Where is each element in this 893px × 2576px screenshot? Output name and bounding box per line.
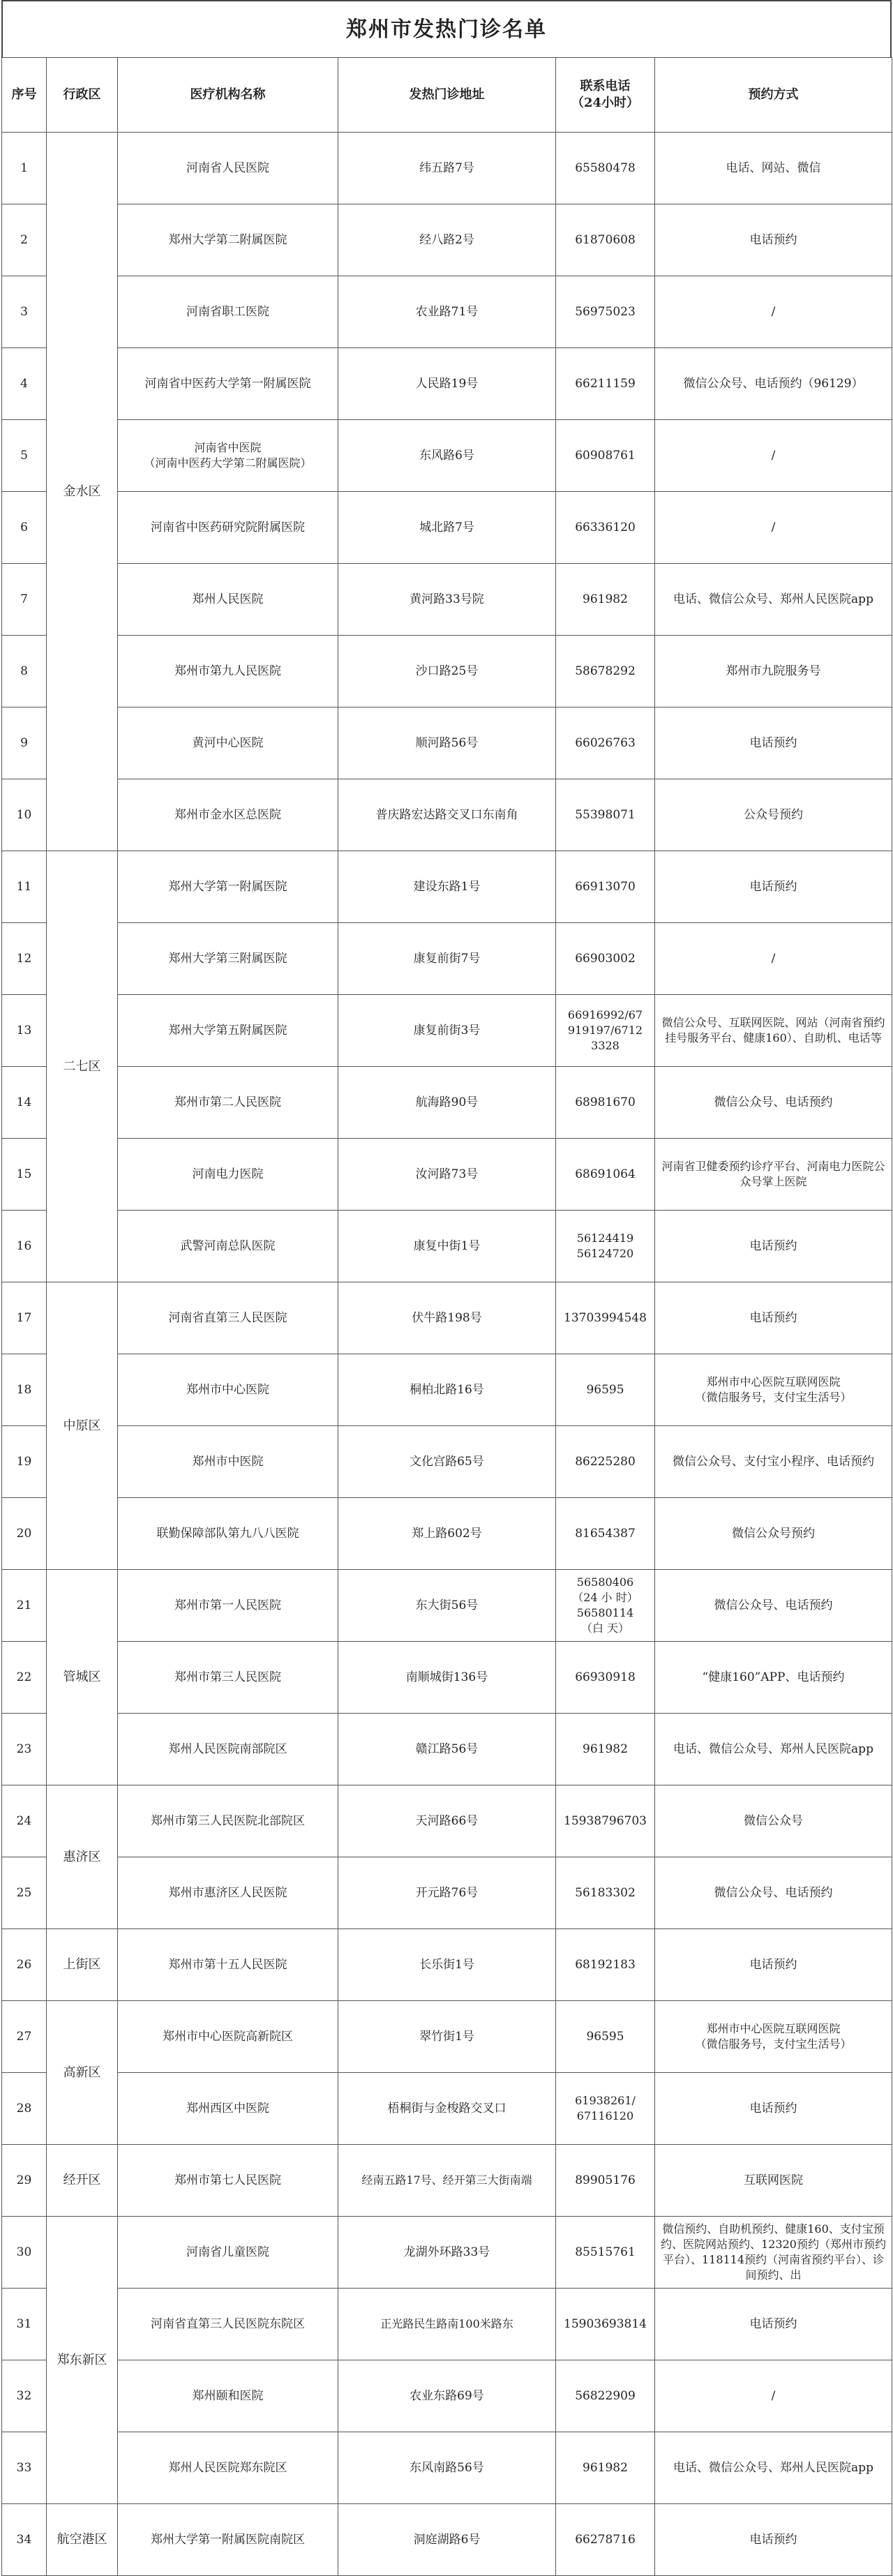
clinic-address: 人民路19号 <box>338 348 556 420</box>
clinic-address: 洞庭湖路6号 <box>338 2504 556 2576</box>
clinic-address: 南顺城街136号 <box>338 1642 556 1714</box>
row-number: 8 <box>2 636 47 707</box>
row-number: 4 <box>2 348 47 420</box>
clinic-address: 普庆路宏达路交叉口东南角 <box>338 779 556 851</box>
booking-method: 电话预约 <box>655 2073 892 2145</box>
phone-number: 66211159 <box>556 348 655 420</box>
phone-number: 65580478 <box>556 133 655 204</box>
row-number: 31 <box>2 2289 47 2360</box>
phone-number: 68192183 <box>556 1929 655 2001</box>
row-number: 30 <box>2 2217 47 2289</box>
table-row <box>2 1211 892 1282</box>
booking-method: 互联网医院 <box>655 2145 892 2217</box>
phone-number: 56124419 56124720 <box>556 1211 655 1282</box>
booking-method: / <box>655 420 892 492</box>
table-row <box>2 2001 892 2073</box>
booking-method: 郑州市中心医院互联网医院 （微信服务号，支付宝生活号） <box>655 2001 892 2073</box>
table-row <box>2 2145 892 2217</box>
table-row <box>2 1857 892 1929</box>
phone-number: 96595 <box>556 1354 655 1426</box>
booking-method: 电话、网站、微信 <box>655 133 892 204</box>
row-number: 27 <box>2 2001 47 2073</box>
clinic-address: 农业路71号 <box>338 276 556 348</box>
row-number: 19 <box>2 1426 47 1498</box>
clinic-address: 长乐街1号 <box>338 1929 556 2001</box>
row-number: 12 <box>2 923 47 995</box>
hospital-name: 郑州市金水区总医院 <box>118 779 338 851</box>
phone-number: 66930918 <box>556 1642 655 1714</box>
phone-number: 68691064 <box>556 1139 655 1211</box>
phone-number: 56822909 <box>556 2360 655 2432</box>
hospital-name: 河南省直第三人民医院东院区 <box>118 2289 338 2360</box>
booking-method: “健康160”APP、电话预约 <box>655 1642 892 1714</box>
table-row <box>2 276 892 348</box>
phone-number: 961982 <box>556 564 655 636</box>
row-number: 29 <box>2 2145 47 2217</box>
phone-number: 61870608 <box>556 204 655 276</box>
booking-method: 郑州市中心医院互联网医院 （微信服务号，支付宝生活号） <box>655 1354 892 1426</box>
clinic-address: 郑上路602号 <box>338 1498 556 1570</box>
hospital-name: 郑州大学第一附属医院南院区 <box>118 2504 338 2576</box>
table-row <box>2 636 892 707</box>
phone-number: 58678292 <box>556 636 655 707</box>
hospital-name: 郑州大学第五附属医院 <box>118 995 338 1067</box>
booking-method: 郑州市九院服务号 <box>655 636 892 707</box>
booking-method: 河南省卫健委预约诊疗平台、河南电力医院公众号掌上医院 <box>655 1139 892 1211</box>
table-row <box>2 492 892 564</box>
hospital-name: 河南省中医院 （河南中医药大学第二附属医院） <box>118 420 338 492</box>
hospital-name: 河南省儿童医院 <box>118 2217 338 2289</box>
booking-method: 电话预约 <box>655 1929 892 2001</box>
booking-method: 微信公众号 <box>655 1785 892 1857</box>
table-row <box>2 2289 892 2360</box>
phone-number: 61938261/ 67116120 <box>556 2073 655 2145</box>
clinic-address: 翠竹街1号 <box>338 2001 556 2073</box>
booking-method: 电话预约 <box>655 851 892 923</box>
clinic-address: 康复前街3号 <box>338 995 556 1067</box>
booking-method: / <box>655 923 892 995</box>
clinic-address: 经南五路17号、经开第三大街南端 <box>338 2145 556 2217</box>
clinic-address: 龙湖外环路33号 <box>338 2217 556 2289</box>
hospital-name: 郑州大学第三附属医院 <box>118 923 338 995</box>
booking-method: 电话、微信公众号、郑州人民医院app <box>655 2432 892 2504</box>
clinic-address: 顺河路56号 <box>338 707 556 779</box>
district-name: 管城区 <box>47 1570 118 1785</box>
booking-method: 微信公众号、电话预约 <box>655 1067 892 1139</box>
booking-method: 电话预约 <box>655 707 892 779</box>
district-name: 二七区 <box>47 851 118 1282</box>
clinic-address: 东风南路56号 <box>338 2432 556 2504</box>
clinic-address: 桐柏北路16号 <box>338 1354 556 1426</box>
row-number: 32 <box>2 2360 47 2432</box>
row-number: 26 <box>2 1929 47 2001</box>
booking-method: / <box>655 492 892 564</box>
hospital-name: 郑州大学第一附属医院 <box>118 851 338 923</box>
row-number: 2 <box>2 204 47 276</box>
row-number: 6 <box>2 492 47 564</box>
clinic-address: 伏牛路198号 <box>338 1282 556 1354</box>
clinic-address: 沙口路25号 <box>338 636 556 707</box>
row-number: 14 <box>2 1067 47 1139</box>
phone-number: 56183302 <box>556 1857 655 1929</box>
phone-number: 96595 <box>556 2001 655 2073</box>
district-name: 郑东新区 <box>47 2217 118 2504</box>
hospital-name: 河南省职工医院 <box>118 276 338 348</box>
booking-method: 微信公众号、电话预约 <box>655 1857 892 1929</box>
clinic-address: 黄河路33号院 <box>338 564 556 636</box>
booking-method: 微信公众号、电话预约 <box>655 1570 892 1642</box>
table-row <box>2 204 892 276</box>
district-name: 高新区 <box>47 2001 118 2145</box>
phone-number: 89905176 <box>556 2145 655 2217</box>
hospital-name: 河南省中医药研究院附属医院 <box>118 492 338 564</box>
phone-number: 66336120 <box>556 492 655 564</box>
booking-method: 电话、微信公众号、郑州人民医院app <box>655 564 892 636</box>
clinic-address: 城北路7号 <box>338 492 556 564</box>
table-row <box>2 1642 892 1714</box>
booking-method: 电话预约 <box>655 204 892 276</box>
phone-number: 66916992/67 919197/6712 3328 <box>556 995 655 1067</box>
clinic-address: 文化宫路65号 <box>338 1426 556 1498</box>
phone-number: 15938796703 <box>556 1785 655 1857</box>
phone-number: 13703994548 <box>556 1282 655 1354</box>
booking-method: 公众号预约 <box>655 779 892 851</box>
table-row <box>2 1426 892 1498</box>
hospital-name: 郑州西区中医院 <box>118 2073 338 2145</box>
booking-method: 微信公众号、互联网医院、网站（河南省預约挂号服务平台、健康160）、自助机、电话等 <box>655 995 892 1067</box>
hospital-name: 郑州市第十五人民医院 <box>118 1929 338 2001</box>
row-number: 20 <box>2 1498 47 1570</box>
booking-method: 微信公众号、支付宝小程序、电话预约 <box>655 1426 892 1498</box>
phone-number: 86225280 <box>556 1426 655 1498</box>
header-org: 医疗机构名称 <box>118 58 338 133</box>
row-number: 5 <box>2 420 47 492</box>
clinic-address: 天河路66号 <box>338 1785 556 1857</box>
phone-number: 56975023 <box>556 276 655 348</box>
table-row <box>2 2073 892 2145</box>
phone-number: 85515761 <box>556 2217 655 2289</box>
row-number: 9 <box>2 707 47 779</box>
hospital-name: 武警河南总队医院 <box>118 1211 338 1282</box>
table-row <box>2 1785 892 1857</box>
table-row <box>2 2504 892 2576</box>
row-number: 10 <box>2 779 47 851</box>
table-row <box>2 923 892 995</box>
row-number: 22 <box>2 1642 47 1714</box>
header-phone: 联系电话 （24小时） <box>556 58 655 133</box>
clinic-address: 正光路民生路南100米路东 <box>338 2289 556 2360</box>
hospital-name: 郑州颐和医院 <box>118 2360 338 2432</box>
phone-number: 81654387 <box>556 1498 655 1570</box>
hospital-name: 河南电力医院 <box>118 1139 338 1211</box>
table-row <box>2 851 892 923</box>
hospital-name: 河南省直第三人民医院 <box>118 1282 338 1354</box>
row-number: 13 <box>2 995 47 1067</box>
table-row <box>2 1354 892 1426</box>
booking-method: / <box>655 276 892 348</box>
booking-method: 电话、微信公众号、郑州人民医院app <box>655 1714 892 1785</box>
hospital-name: 郑州人民医院郑东院区 <box>118 2432 338 2504</box>
district-name: 惠济区 <box>47 1785 118 1929</box>
phone-number: 961982 <box>556 2432 655 2504</box>
row-number: 15 <box>2 1139 47 1211</box>
table-body <box>2 133 892 2576</box>
phone-number: 961982 <box>556 1714 655 1785</box>
row-number: 33 <box>2 2432 47 2504</box>
clinic-address: 开元路76号 <box>338 1857 556 1929</box>
table-row <box>2 2432 892 2504</box>
page-title: 郑州市发热门诊名单 <box>1 0 892 57</box>
district-name: 金水区 <box>47 133 118 851</box>
phone-number: 15903693814 <box>556 2289 655 2360</box>
hospital-name: 郑州市中医院 <box>118 1426 338 1498</box>
hospital-name: 黄河中心医院 <box>118 707 338 779</box>
hospital-name: 郑州市第一人民医院 <box>118 1570 338 1642</box>
hospital-name: 郑州市第七人民医院 <box>118 2145 338 2217</box>
table-row <box>2 707 892 779</box>
row-number: 34 <box>2 2504 47 2576</box>
clinic-address: 航海路90号 <box>338 1067 556 1139</box>
table-row <box>2 779 892 851</box>
table-row <box>2 995 892 1067</box>
clinic-address: 汝河路73号 <box>338 1139 556 1211</box>
clinic-address: 经八路2号 <box>338 204 556 276</box>
table-row <box>2 420 892 492</box>
hospital-name: 联勤保障部队第九八八医院 <box>118 1498 338 1570</box>
booking-method: 电话预约 <box>655 1282 892 1354</box>
district-name: 中原区 <box>47 1282 118 1570</box>
clinic-address: 纬五路7号 <box>338 133 556 204</box>
row-number: 16 <box>2 1211 47 1282</box>
row-number: 11 <box>2 851 47 923</box>
hospital-name: 郑州市第九人民医院 <box>118 636 338 707</box>
header-booking: 预约方式 <box>655 58 892 133</box>
phone-number: 66903002 <box>556 923 655 995</box>
hospital-name: 郑州市第二人民医院 <box>118 1067 338 1139</box>
booking-method: 电话预约 <box>655 2504 892 2576</box>
hospital-name: 郑州市中心医院高新院区 <box>118 2001 338 2073</box>
row-number: 3 <box>2 276 47 348</box>
booking-method: 微信公众号预约 <box>655 1498 892 1570</box>
row-number: 17 <box>2 1282 47 1354</box>
clinic-address: 康复中街1号 <box>338 1211 556 1282</box>
table-row <box>2 2360 892 2432</box>
header-district: 行政区 <box>47 58 118 133</box>
row-number: 23 <box>2 1714 47 1785</box>
table-row <box>2 348 892 420</box>
clinic-address: 建设东路1号 <box>338 851 556 923</box>
booking-method: 微信公众号、电话预约（96129） <box>655 348 892 420</box>
table-row <box>2 2217 892 2289</box>
hospital-name: 河南省人民医院 <box>118 133 338 204</box>
phone-number: 66278716 <box>556 2504 655 2576</box>
clinic-address: 东风路6号 <box>338 420 556 492</box>
header-no: 序号 <box>2 58 47 133</box>
hospital-name: 郑州市惠济区人民医院 <box>118 1857 338 1929</box>
phone-number: 55398071 <box>556 779 655 851</box>
table-row <box>2 1067 892 1139</box>
hospital-name: 郑州人民医院南部院区 <box>118 1714 338 1785</box>
hospital-name: 郑州人民医院 <box>118 564 338 636</box>
phone-number: 56580406 （24 小 时） 56580114 （白 天） <box>556 1570 655 1642</box>
phone-number: 66026763 <box>556 707 655 779</box>
clinic-table <box>1 57 892 2576</box>
booking-method: 微信预约、自助机预约、健康160、支付宝预约、医院网站预约、12320预约（郑州市预约平台）、118114预约（河南省预约平台）、诊间预约、出 <box>655 2217 892 2289</box>
table-row <box>2 1139 892 1211</box>
table-row <box>2 1714 892 1785</box>
hospital-name: 河南省中医药大学第一附属医院 <box>118 348 338 420</box>
district-name: 上街区 <box>47 1929 118 2001</box>
hospital-name: 郑州大学第二附属医院 <box>118 204 338 276</box>
clinic-address: 康复前街7号 <box>338 923 556 995</box>
row-number: 21 <box>2 1570 47 1642</box>
phone-number: 68981670 <box>556 1067 655 1139</box>
hospital-name: 郑州市第三人民医院北部院区 <box>118 1785 338 1857</box>
row-number: 24 <box>2 1785 47 1857</box>
booking-method: 电话预约 <box>655 2289 892 2360</box>
phone-number: 60908761 <box>556 420 655 492</box>
table-row <box>2 564 892 636</box>
header-address: 发热门诊地址 <box>338 58 556 133</box>
table-row <box>2 1570 892 1642</box>
row-number: 25 <box>2 1857 47 1929</box>
clinic-address: 农业东路69号 <box>338 2360 556 2432</box>
district-name: 经开区 <box>47 2145 118 2217</box>
clinic-address: 东大街56号 <box>338 1570 556 1642</box>
table-row <box>2 1929 892 2001</box>
booking-method: / <box>655 2360 892 2432</box>
row-number: 28 <box>2 2073 47 2145</box>
clinic-address: 赣江路56号 <box>338 1714 556 1785</box>
clinic-address: 梧桐街与金梭路交叉口 <box>338 2073 556 2145</box>
hospital-name: 郑州市中心医院 <box>118 1354 338 1426</box>
booking-method: 电话预约 <box>655 1211 892 1282</box>
row-number: 1 <box>2 133 47 204</box>
table-row <box>2 1498 892 1570</box>
table-row <box>2 133 892 204</box>
district-name: 航空港区 <box>47 2504 118 2576</box>
row-number: 18 <box>2 1354 47 1426</box>
table-header <box>2 58 892 133</box>
table-row <box>2 1282 892 1354</box>
row-number: 7 <box>2 564 47 636</box>
phone-number: 66913070 <box>556 851 655 923</box>
hospital-name: 郑州市第三人民医院 <box>118 1642 338 1714</box>
